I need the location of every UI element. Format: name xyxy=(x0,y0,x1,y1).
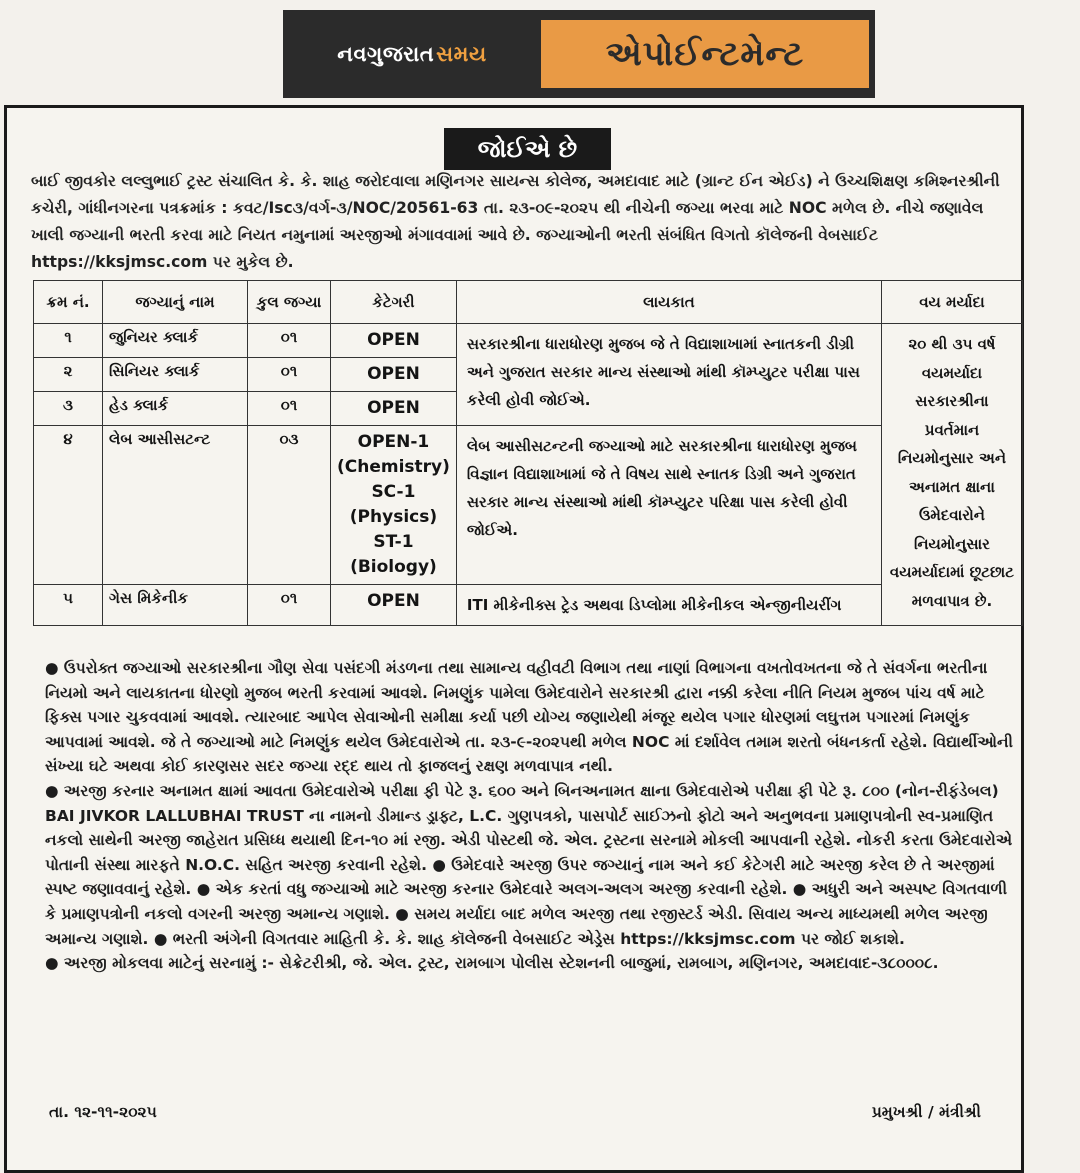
intro-paragraph: બાઈ જીવકોર લલ્લુભાઈ ટ્રસ્ટ સંચાલિત કે. કે. શાહ જરોદવાલા મણિનગર સાયન્સ કોલેજ, અમદાવાદ માટે (ગ્રાન્ટ ઈન એઈડ) ને ઉચ્ચશિક્ષણ કમિશ્નરશ્રીની કચેરી, ગાંધીનગરના પત્રક્રમાંક : કવટ/Isc૩/વર્ગ-૩/NOC/20561-63 તા. ૨૩-૦૯-૨૦૨૫ થી નીચેની જગ્યા ભરવા માટે NOC મળેલ છે. નીચે જણાવેલ ખાલી જગ્યાની ભરતી કરવા માટે નિયત નમુનામાં અરજીઓ મંગાવવામાં આવે છે. જગ્યાઓની ભરતી સંબંધિત વિગતો કૉલેજની વેબસાઈટ https://kksjmsc.com પર મુકેલ છે. xyxy=(31,172,1000,271)
ad-date: તા. ૧૨-૧૧-૨૦૨૫ xyxy=(49,1103,157,1121)
row-count: ૦૧ xyxy=(248,358,331,392)
brand-logo xyxy=(283,10,541,98)
terms-section xyxy=(45,656,1021,976)
row-name: હેડ ક્લાર્ક xyxy=(103,392,248,426)
row-no: ૨ xyxy=(34,358,103,392)
age-limit: ૨૦ થી ૩૫ વર્ષ વયમર્યાદા સરકારશ્રીના પ્રવર્તમાન નિયમોનુસાર અને અનામત ક્ષાના ઉમેદવારોને નિયમોનુસાર વયમર્યાદામાં છૂટછાટ મળવાપાત્ર છે. xyxy=(881,324,1022,626)
col-header-age: વય મર્યાદા xyxy=(881,281,1022,324)
row-no: ૩ xyxy=(34,392,103,426)
row-category: OPEN xyxy=(331,585,457,626)
newspaper-masthead xyxy=(283,10,875,98)
brand-name: નવગુજરાત xyxy=(337,41,435,66)
row-category: OPEN xyxy=(331,358,457,392)
row-category: OPEN xyxy=(331,392,457,426)
row-category: OPEN xyxy=(331,324,457,358)
note-paragraph: ● ઉપરોક્ત જગ્યાઓ સરકારશ્રીના ગૌણ સેવા પસંદગી મંડળના તથા સામાન્ય વહીવટી વિભાગ તથા નાણાં વિભાગના વખતોવખતના જે તે સંવર્ગના ભરતીના નિયમો અને લાયકાતના ધોરણો મુજબ ભરતી કરવામાં આવશે. નિમણુંક પામેલા ઉમેદવારોને સરકારશ્રી દ્વારા નક્કી કરેલા નીતિ નિયમ મુજબ પાંચ વર્ષ માટે ફિક્સ પગાર ચુકવવામાં આવશે. ત્યારબાદ આપેલ સેવાઓની સમીક્ષા કર્યા પછી યોગ્ય જણાયેથી મંજૂર થયેલ પગાર ધોરણમાં લઘુત્તમ પગારમાં નિમણુંક આપવામાં આવશે. જે તે જગ્યાઓ માટે નિમણુંક થયેલ ઉમેદવારોએ તા. ૨૩-૯-૨૦૨૫થી મળેલ NOC માં દર્શાવેલ તમામ શરતો બંધનકર્તા રહેશે. વિદ્યાર્થીઓની સંખ્યા ઘટે અથવા કોઈ કારણસર સદર જગ્યા રદ્દ થાય તો ફાજલનું રક્ષણ મળવાપાત્ર નથી. xyxy=(45,659,1013,776)
table-row xyxy=(34,324,1023,358)
table-row xyxy=(34,426,1023,585)
col-header-category: કેટેગરી xyxy=(331,281,457,324)
signatory: પ્રમુખશ્રી / મંત્રીશ્રી xyxy=(871,1103,981,1121)
table-header-row xyxy=(34,281,1023,324)
row-name: જુનિયર ક્લાર્ક xyxy=(103,324,248,358)
row-no: ૫ xyxy=(34,585,103,626)
vacancy-table xyxy=(33,280,1023,626)
section-title: એપોઈન્ટમેન્ટ xyxy=(541,20,869,88)
row-count: ૦૧ xyxy=(248,392,331,426)
brand-samay: સમય xyxy=(436,41,487,66)
advertisement-box xyxy=(4,105,1024,1173)
row-no: ૪ xyxy=(34,426,103,585)
qualification-lab: લેબ આસીસટન્ટની જગ્યાઓ માટે સરકારશ્રીના ધારાધોરણ મુજબ વિજ્ઞાન વિદ્યાશાખામાં જે તે વિષય સાથે સ્નાતક ડિગ્રી અને ગુજરાત સરકાર માન્ય સંસ્થાઓ માંથી કૉમ્પ્યુટર પરિક્ષા પાસ કરેલી હોવી જોઈએ. xyxy=(456,426,881,585)
col-header-no: ક્રમ નં. xyxy=(34,281,103,324)
col-header-qualification: લાયકાત xyxy=(456,281,881,324)
table-row xyxy=(34,585,1023,626)
note-paragraph: ● અરજી મોકલવા માટેનું સરનામું :- સેક્રેટરીશ્રી, જે. એલ. ટ્રસ્ટ, રામબાગ પોલીસ સ્ટેશનની બાજુમાં, રામબાગ, મણિનગર, અમદાવાદ-૩૮૦૦૦૮. xyxy=(45,954,939,973)
row-name: સિનિયર ક્લાર્ક xyxy=(103,358,248,392)
qualification-gas: ITI મીકેનીક્સ ટ્રેડ અથવા ડિપ્લોમા મીકેનીકલ એન્જીનીયરીંગ xyxy=(456,585,881,626)
row-name: ગેસ મિકેનીક xyxy=(103,585,248,626)
row-no: ૧ xyxy=(34,324,103,358)
note-paragraph: ● અરજી કરનાર અનામત ક્ષામાં આવતા ઉમેદવારોએ પરીક્ષા ફી પેટે રૂ. ૬૦૦ અને બિનઅનામત ક્ષાના ઉમેદવારોએ પરીક્ષા ફી પેટે રૂ. ૮૦૦ (નોન-રીફંડેબલ) BAI JIVKOR LALLUBHAI TRUST ના નામનો ડીમાન્ડ ડ્રાફ્ટ, L.C. ગુણપત્રકો, પાસપોર્ટ સાઈઝનો ફોટો અને અનુભવના પ્રમાણપત્રોની સ્વ-પ્રમાણિત નકલો સાથેની અરજી જાહેરાત પ્રસિધ્ધ થયાથી દિન-૧૦ માં રજી. એડી પોસ્ટથી જે. એલ. ટ્રસ્ટના સરનામે મોકલી આપવાની રહેશે. નોકરી કરતા ઉમેદવારોએ પોતાની સંસ્થા મારફતે N.O.C. સહિત અરજી કરવાની રહેશે. ● ઉમેદવારે અરજી ઉપર જગ્યાનું નામ અને કઈ કેટેગરી માટે અરજી કરેલ છે તે અરજીમાં સ્પષ્ટ જણાવવાનું રહેશે. ● એક કરતાં વધુ જગ્યાઓ માટે અરજી કરનાર ઉમેદવારે અલગ-અલગ અરજી કરવાની રહેશે. ● અધુરી અને અસ્પષ્ટ વિગતવાળી કે પ્રમાણપત્રોની નકલો વગરની અરજી અમાન્ય ગણાશે. ● સમય મર્યાદા બાદ મળેલ અરજી તથા રજીસ્ટર્ડ એડી. સિવાય અન્ય માધ્યમથી મળેલ અરજી અમાન્ય ગણાશે. ● ભરતી અંગેની વિગતવાર માહિતી કે. કે. શાહ કૉલેજની વેબસાઈટ એડ્રેસ https://kksjmsc.com પર જોઈ શકાશે. xyxy=(45,781,1013,948)
row-count: ૦૧ xyxy=(248,585,331,626)
row-category: OPEN-1 (Chemistry) SC-1 (Physics) ST-1 (Biology) xyxy=(331,426,457,585)
row-name: લેબ આસીસટન્ટ xyxy=(103,426,248,585)
qualification-clerk: સરકારશ્રીના ધારાધોરણ મુજબ જે તે વિદ્યાશાખામાં સ્નાતકની ડીગ્રી અને ગુજરાત સરકાર માન્ય સંસ્થાઓ માંથી કૉમ્પ્યુટર પરીક્ષા પાસ કરેલી હોવી જોઈએ. xyxy=(456,324,881,426)
col-header-name: જગ્યાનું નામ xyxy=(103,281,248,324)
ad-heading: જોઈએ છે xyxy=(444,128,611,170)
row-count: ૦૧ xyxy=(248,324,331,358)
row-count: ૦૩ xyxy=(248,426,331,585)
col-header-count: કુલ જગ્યા xyxy=(248,281,331,324)
